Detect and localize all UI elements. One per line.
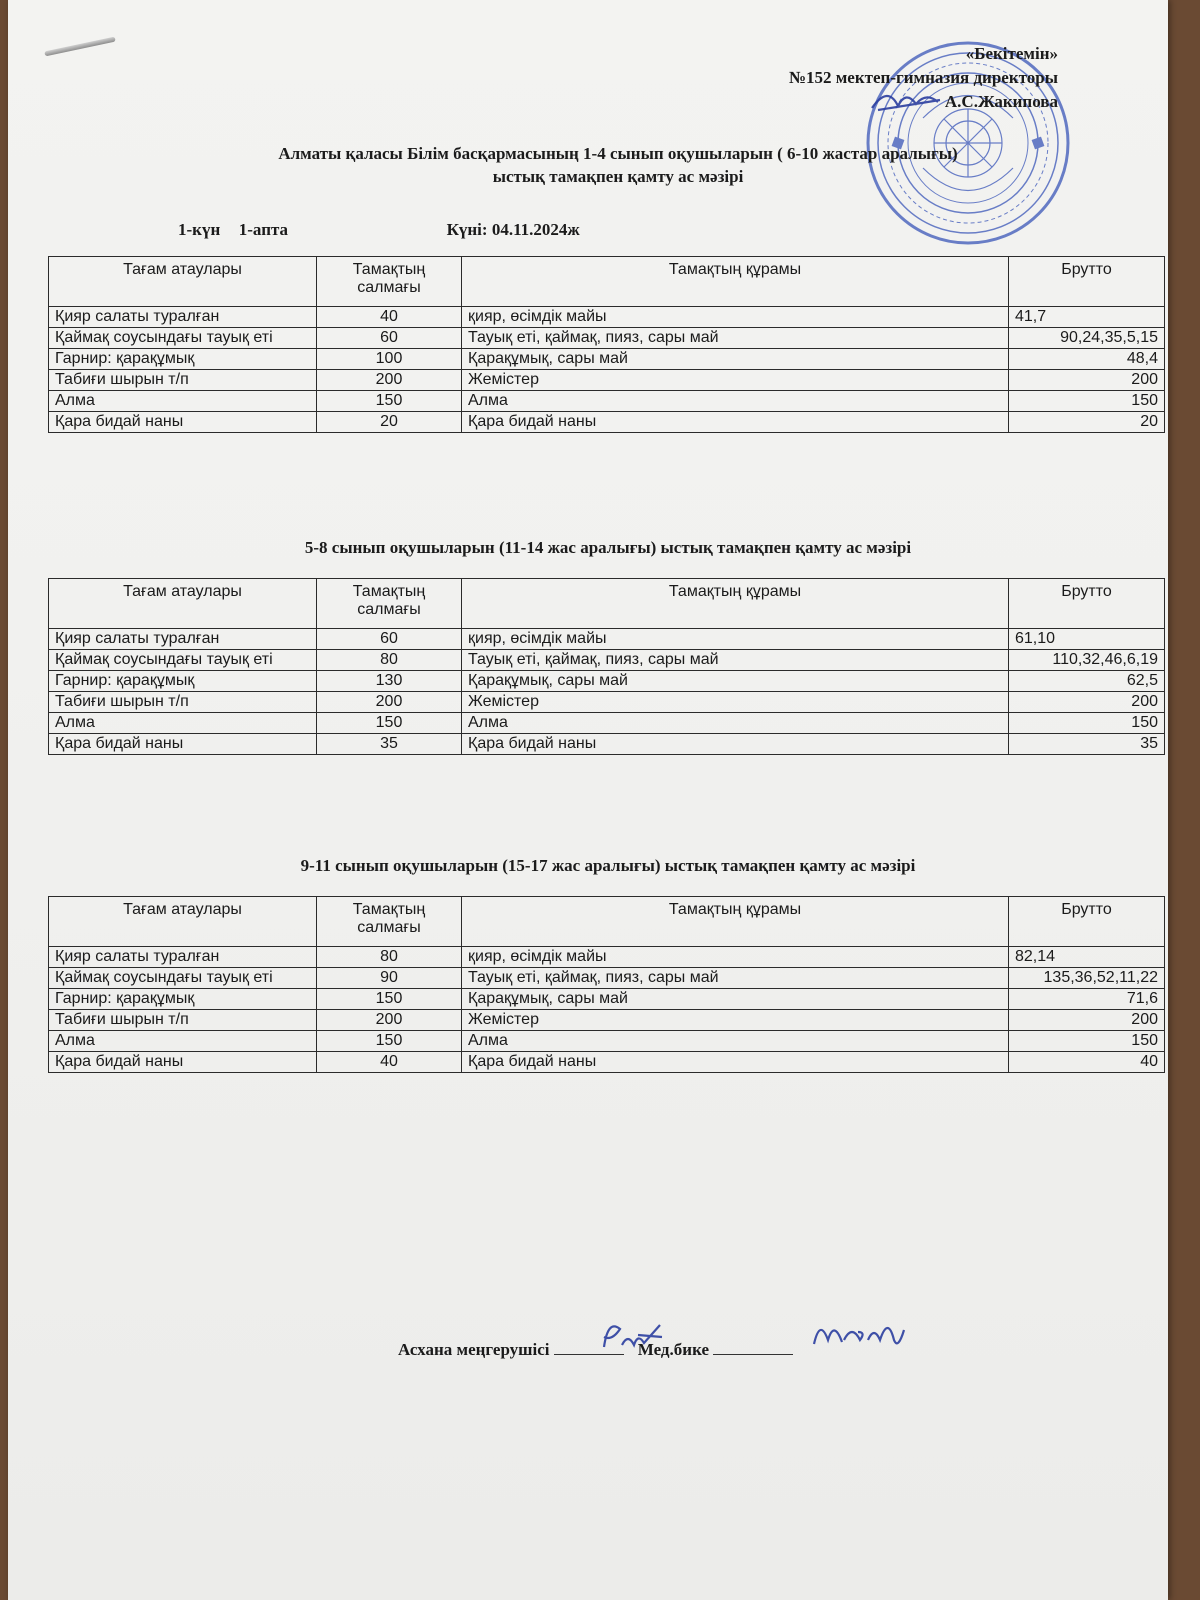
gross-cell: 200 [1009, 692, 1165, 713]
table-row [49, 412, 1165, 433]
day-line [178, 220, 580, 240]
composition-cell: Жемістер [462, 692, 1009, 713]
header-gross: Брутто [1009, 897, 1165, 947]
weight-cell: 150 [317, 391, 462, 412]
dish-cell: Қияр салаты туралған [49, 947, 317, 968]
document-title [158, 142, 1078, 188]
composition-cell: Тауық еті, қаймақ, пияз, сары май [462, 650, 1009, 671]
dish-cell: Гарнир: қарақұмық [49, 349, 317, 370]
composition-cell: Тауық еті, қаймақ, пияз, сары май [462, 968, 1009, 989]
composition-cell: Алма [462, 1031, 1009, 1052]
section-title-9-11: 9-11 сынып оқушыларын (15-17 жас аралығы) ыстық тамақпен қамту ас мәзірі [300, 856, 916, 875]
gross-cell: 82,14 [1009, 947, 1165, 968]
composition-cell: Қара бидай наны [462, 1052, 1009, 1073]
weight-cell: 100 [317, 349, 462, 370]
composition-cell: Жемістер [462, 370, 1009, 391]
dish-cell: Қияр салаты туралған [49, 629, 317, 650]
nurse-signature [808, 1310, 908, 1358]
table-row [49, 734, 1165, 755]
document-page [8, 0, 1168, 1600]
table-row [49, 1010, 1165, 1031]
gross-cell: 135,36,52,11,22 [1009, 968, 1165, 989]
gross-cell: 35 [1009, 734, 1165, 755]
header-weight: Тамақтың салмағы [317, 579, 462, 629]
header-dish: Тағам атаулары [49, 897, 317, 947]
week-label: 1-апта [238, 220, 289, 239]
dish-cell: Қияр салаты туралған [49, 307, 317, 328]
composition-cell: Қарақұмық, сары май [462, 671, 1009, 692]
menu-table-5-8 [48, 578, 1165, 755]
day-label: 1-күн [178, 220, 221, 239]
weight-cell: 150 [317, 1031, 462, 1052]
table-row [49, 391, 1165, 412]
dish-cell: Алма [49, 391, 317, 412]
composition-cell: Алма [462, 391, 1009, 412]
composition-cell: қияр, өсімдік майы [462, 307, 1009, 328]
table-row [49, 650, 1165, 671]
dish-cell: Гарнир: қарақұмық [49, 989, 317, 1010]
dish-cell: Қара бидай наны [49, 412, 317, 433]
table-row [49, 1031, 1165, 1052]
weight-cell: 20 [317, 412, 462, 433]
table-row [49, 968, 1165, 989]
weight-cell: 80 [317, 650, 462, 671]
table-row [49, 629, 1165, 650]
dish-cell: Алма [49, 713, 317, 734]
composition-cell: қияр, өсімдік майы [462, 947, 1009, 968]
table-row [49, 1052, 1165, 1073]
dish-cell: Қара бидай наны [49, 1052, 317, 1073]
header-weight: Тамақтың салмағы [317, 257, 462, 307]
canteen-head-signature [598, 1315, 668, 1355]
table-row [49, 989, 1165, 1010]
composition-cell: Қарақұмық, сары май [462, 349, 1009, 370]
header-gross: Брутто [1009, 257, 1165, 307]
table-row [49, 307, 1165, 328]
table-row [49, 671, 1165, 692]
table-row [49, 947, 1165, 968]
date-label: Күні: 04.11.2024ж [446, 220, 580, 239]
approval-name: А.С.Жакипова [944, 92, 1058, 111]
table-row [49, 349, 1165, 370]
weight-cell: 150 [317, 713, 462, 734]
gross-cell: 150 [1009, 713, 1165, 734]
weight-cell: 200 [317, 692, 462, 713]
gross-cell: 48,4 [1009, 349, 1165, 370]
composition-cell: Қара бидай наны [462, 734, 1009, 755]
composition-cell: Жемістер [462, 1010, 1009, 1031]
table-row [49, 328, 1165, 349]
title-line-2: ыстық тамақпен қамту ас мәзірі [492, 167, 744, 186]
section-title-5-8: 5-8 сынып оқушыларын (11-14 жас аралығы) ыстық тамақпен қамту ас мәзірі [304, 538, 912, 557]
gross-cell: 71,6 [1009, 989, 1165, 1010]
header-dish: Тағам атаулары [49, 257, 317, 307]
weight-cell: 60 [317, 328, 462, 349]
weight-cell: 200 [317, 370, 462, 391]
weight-cell: 80 [317, 947, 462, 968]
dish-cell: Алма [49, 1031, 317, 1052]
approval-heading: «Бекітемін» [965, 44, 1058, 63]
composition-cell: Алма [462, 713, 1009, 734]
nurse-signature-line [713, 1354, 793, 1355]
gross-cell: 90,24,35,5,15 [1009, 328, 1165, 349]
table-row [49, 713, 1165, 734]
weight-cell: 35 [317, 734, 462, 755]
gross-cell: 40 [1009, 1052, 1165, 1073]
gross-cell: 200 [1009, 370, 1165, 391]
dish-cell: Табиғи шырын т/п [49, 370, 317, 391]
gross-cell: 20 [1009, 412, 1165, 433]
header-weight: Тамақтың салмағы [317, 897, 462, 947]
header-composition: Тамақтың құрамы [462, 579, 1009, 629]
weight-cell: 60 [317, 629, 462, 650]
dish-cell: Қаймақ соусындағы тауық еті [49, 650, 317, 671]
weight-cell: 130 [317, 671, 462, 692]
dish-cell: Қаймақ соусындағы тауық еті [49, 968, 317, 989]
gross-cell: 62,5 [1009, 671, 1165, 692]
dish-cell: Қаймақ соусындағы тауық еті [49, 328, 317, 349]
weight-cell: 40 [317, 307, 462, 328]
dish-cell: Гарнир: қарақұмық [49, 671, 317, 692]
header-gross: Брутто [1009, 579, 1165, 629]
signature-footer [398, 1340, 793, 1360]
gross-cell: 150 [1009, 1031, 1165, 1052]
gross-cell: 150 [1009, 391, 1165, 412]
weight-cell: 90 [317, 968, 462, 989]
staple [44, 37, 115, 57]
table-row [49, 692, 1165, 713]
header-composition: Тамақтың құрамы [462, 897, 1009, 947]
weight-cell: 40 [317, 1052, 462, 1073]
table-row [49, 370, 1165, 391]
header-composition: Тамақтың құрамы [462, 257, 1009, 307]
composition-cell: Қара бидай наны [462, 412, 1009, 433]
dish-cell: Табиғи шырын т/п [49, 1010, 317, 1031]
approval-position: №152 мектеп-гимназия директоры [788, 68, 1058, 87]
composition-cell: Тауық еті, қаймақ, пияз, сары май [462, 328, 1009, 349]
menu-table-1-4 [48, 256, 1165, 433]
nurse-label: Мед.бике [637, 1340, 709, 1359]
weight-cell: 200 [317, 1010, 462, 1031]
approval-block [789, 42, 1058, 114]
canteen-head-label: Асхана меңгерушісі [398, 1340, 550, 1359]
title-line-1: Алматы қаласы Білім басқармасының 1-4 сынып оқушыларын ( 6-10 жастар аралығы) [278, 144, 958, 163]
composition-cell: қияр, өсімдік майы [462, 629, 1009, 650]
gross-cell: 61,10 [1009, 629, 1165, 650]
menu-table-9-11 [48, 896, 1165, 1073]
dish-cell: Табиғи шырын т/п [49, 692, 317, 713]
gross-cell: 200 [1009, 1010, 1165, 1031]
weight-cell: 150 [317, 989, 462, 1010]
gross-cell: 41,7 [1009, 307, 1165, 328]
dish-cell: Қара бидай наны [49, 734, 317, 755]
header-dish: Тағам атаулары [49, 579, 317, 629]
composition-cell: Қарақұмық, сары май [462, 989, 1009, 1010]
gross-cell: 110,32,46,6,19 [1009, 650, 1165, 671]
